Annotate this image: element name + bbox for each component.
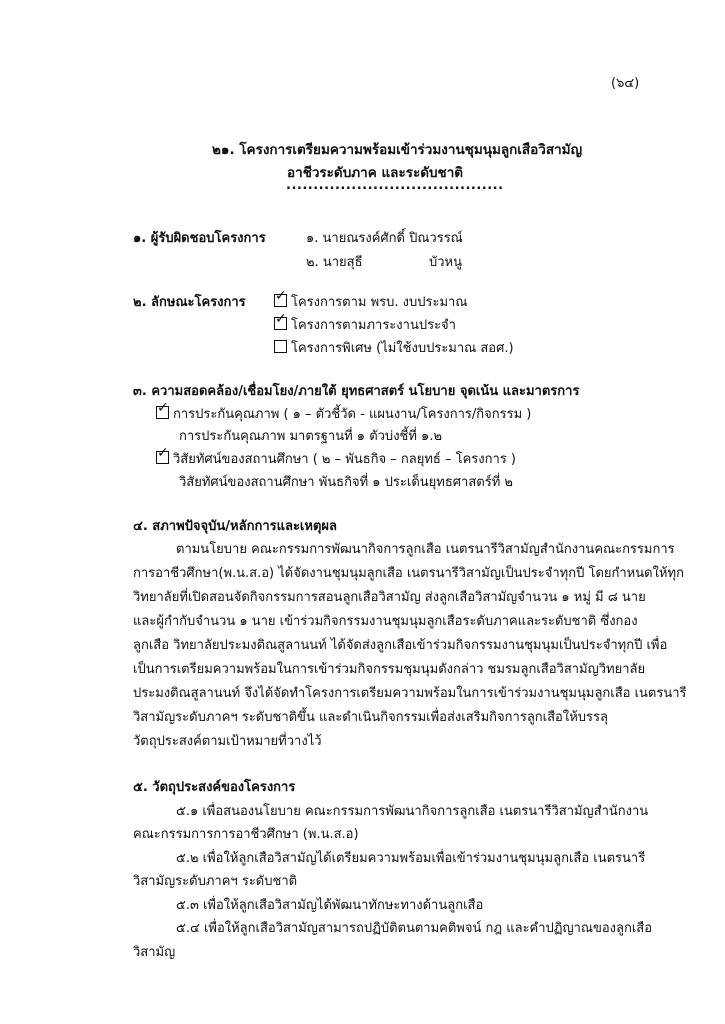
project-type-option-3	[274, 337, 514, 358]
objective-line: วิสามัญระดับภาคฯ ระดับชาติ	[133, 874, 298, 889]
project-title-line2: อาชีวระดับภาค และระดับชาติ	[287, 165, 464, 181]
rationale-line: ลูกเสือ วิทยาลัยประมงติณสูลานนท์ ได้จัดส่งลูกเสือเข้าร่วมกิจกรรมงานชุมนุมเป็นประจำทุกปี เพื่อ	[133, 638, 668, 653]
unchecked-box-icon	[274, 340, 287, 353]
objective-line: ๕.๔ เพื่อให้ลูกเสือวิสามัญสามารถปฏิบัติตนตามคติพจน์ กฎ และคำปฏิญาณของลูกเสือ	[176, 921, 653, 936]
rationale-line: และผู้กำกับจำนวน ๑ นาย เข้าร่วมกิจกรรมงานชุมนุมลูกเสือระดับภาคและระดับชาติ ซึ่งกอง	[133, 614, 638, 629]
project-type-label: โครงการตาม พรบ. งบประมาณ	[291, 295, 468, 310]
rationale-line: ตามนโยบาย คณะกรรมการพัฒนากิจการลูกเสือ เนตรนารีวิสามัญสำนักงานคณะกรรมการ	[176, 542, 675, 557]
responsible-person-2-surname: บัวหนู	[429, 255, 463, 270]
rationale-line: วิสามัญระดับภาคฯ ระดับชาติขึ้น และดำเนินกิจกรรมเพื่อส่งเสริมกิจการลูกเสือให้บรรลุ	[133, 710, 608, 725]
alignment-item-1	[156, 403, 531, 424]
objective-line: ๕.๓ เพื่อให้ลูกเสือวิสามัญได้พัฒนาทักษะทางด้านลูกเสือ	[176, 898, 484, 913]
project-type-option-1	[274, 291, 467, 312]
responsible-person-1: ๑. นายณรงค์ศักดิ์ ปิณวรรณ์	[306, 231, 463, 246]
responsible-person-2-name: ๒. นายสุธี	[306, 255, 363, 270]
rationale-line: การอาชีวศึกษา(พ.น.ส.อ) ได้จัดงานชุมนุมลูกเสือ เนตรนารีวิสามัญเป็นประจำทุกปี โดยกำหนดให้ทุก	[133, 566, 684, 581]
alignment-item-label: การประกันคุณภาพ ( ๑ – ตัวชี้วัด - แผนงาน/โครงการ/กิจกรรม )	[173, 407, 532, 422]
objective-line: ๕.๑ เพื่อสนองนโยบาย คณะกรรมการพัฒนากิจการลูกเสือ เนตรนารีวิสามัญสำนักงาน	[176, 804, 649, 819]
alignment-item-label: วิสัยทัศน์ของสถานศึกษา ( ๒ – พันธกิจ – กลยุทธ์ – โครงการ )	[173, 452, 516, 467]
checked-box-icon	[274, 294, 287, 307]
project-title-line1: ๒๑. โครงการเตรียมความพร้อมเข้าร่วมงานชุมนุมลูกเสือวิสามัญ	[212, 142, 583, 158]
alignment-item-2-detail: วิสัยทัศน์ของสถานศึกษา พันธกิจที่ ๑ ประเด็นยุทธศาสตร์ที่ ๒	[179, 475, 513, 490]
objective-line: คณะกรรมการการอาชีวศึกษา (พ.น.ส.อ)	[133, 827, 359, 842]
alignment-item-2	[156, 448, 516, 469]
checked-box-icon	[156, 451, 169, 464]
project-type-option-2	[274, 314, 456, 335]
title-dots: ........................................	[286, 178, 504, 193]
section5-heading: ๕. วัตถุประสงค์ของโครงการ	[133, 780, 296, 795]
rationale-line: วัตถุประสงค์ตามเป้าหมายที่วางไว้	[133, 734, 322, 749]
objective-line: วิสามัญ	[133, 945, 176, 960]
project-type-label: โครงการตามภาระงานประจำ	[291, 318, 456, 333]
section4-heading: ๔. สภาพปัจจุบัน/หลักการและเหตุผล	[133, 519, 337, 534]
checked-box-icon	[156, 406, 169, 419]
objective-line: ๕.๒ เพื่อให้ลูกเสือวิสามัญได้เตรียมความพร้อมเพื่อเข้าร่วมงานชุมนุมลูกเสือ เนตรนารี	[176, 851, 646, 866]
rationale-line: วิทยาลัยที่เปิดสอนจัดกิจกรรมการสอนลูกเสือวิสามัญ ส่งลูกเสือวิสามัญจำนวน ๑ หมู่ มี ๘ นาย	[133, 590, 646, 605]
alignment-item-1-detail: การประกันคุณภาพ มาตรฐานที่ ๑ ตัวบ่งชี้ที่ ๑.๒	[179, 429, 443, 444]
rationale-line: เป็นการเตรียมความพร้อมในการเข้าร่วมกิจกรรมชุมนุมดังกล่าว ชมรมลูกเสือวิสามัญวิทยาลัย	[133, 662, 646, 677]
section2-heading: ๒. ลักษณะโครงการ	[133, 295, 246, 310]
rationale-line: ประมงติณสูลานนท์ จึงได้จัดทำโครงการเตรียมความพร้อมในการเข้าร่วมงานชุมนุมลูกเสือ เนตรนารี	[133, 686, 687, 701]
section3-heading: ๓. ความสอดคล้อง/เชื่อมโยง/ภายใต้ ยุทธศาสตร์ นโยบาย จุดเน้น และมาตรการ	[133, 384, 580, 399]
page-number: (๖๔)	[611, 76, 640, 91]
project-type-label: โครงการพิเศษ (ไม่ใช้งบประมาณ สอศ.)	[291, 341, 514, 356]
checked-box-icon	[274, 317, 287, 330]
section1-heading: ๑. ผู้รับผิดชอบโครงการ	[133, 231, 266, 246]
